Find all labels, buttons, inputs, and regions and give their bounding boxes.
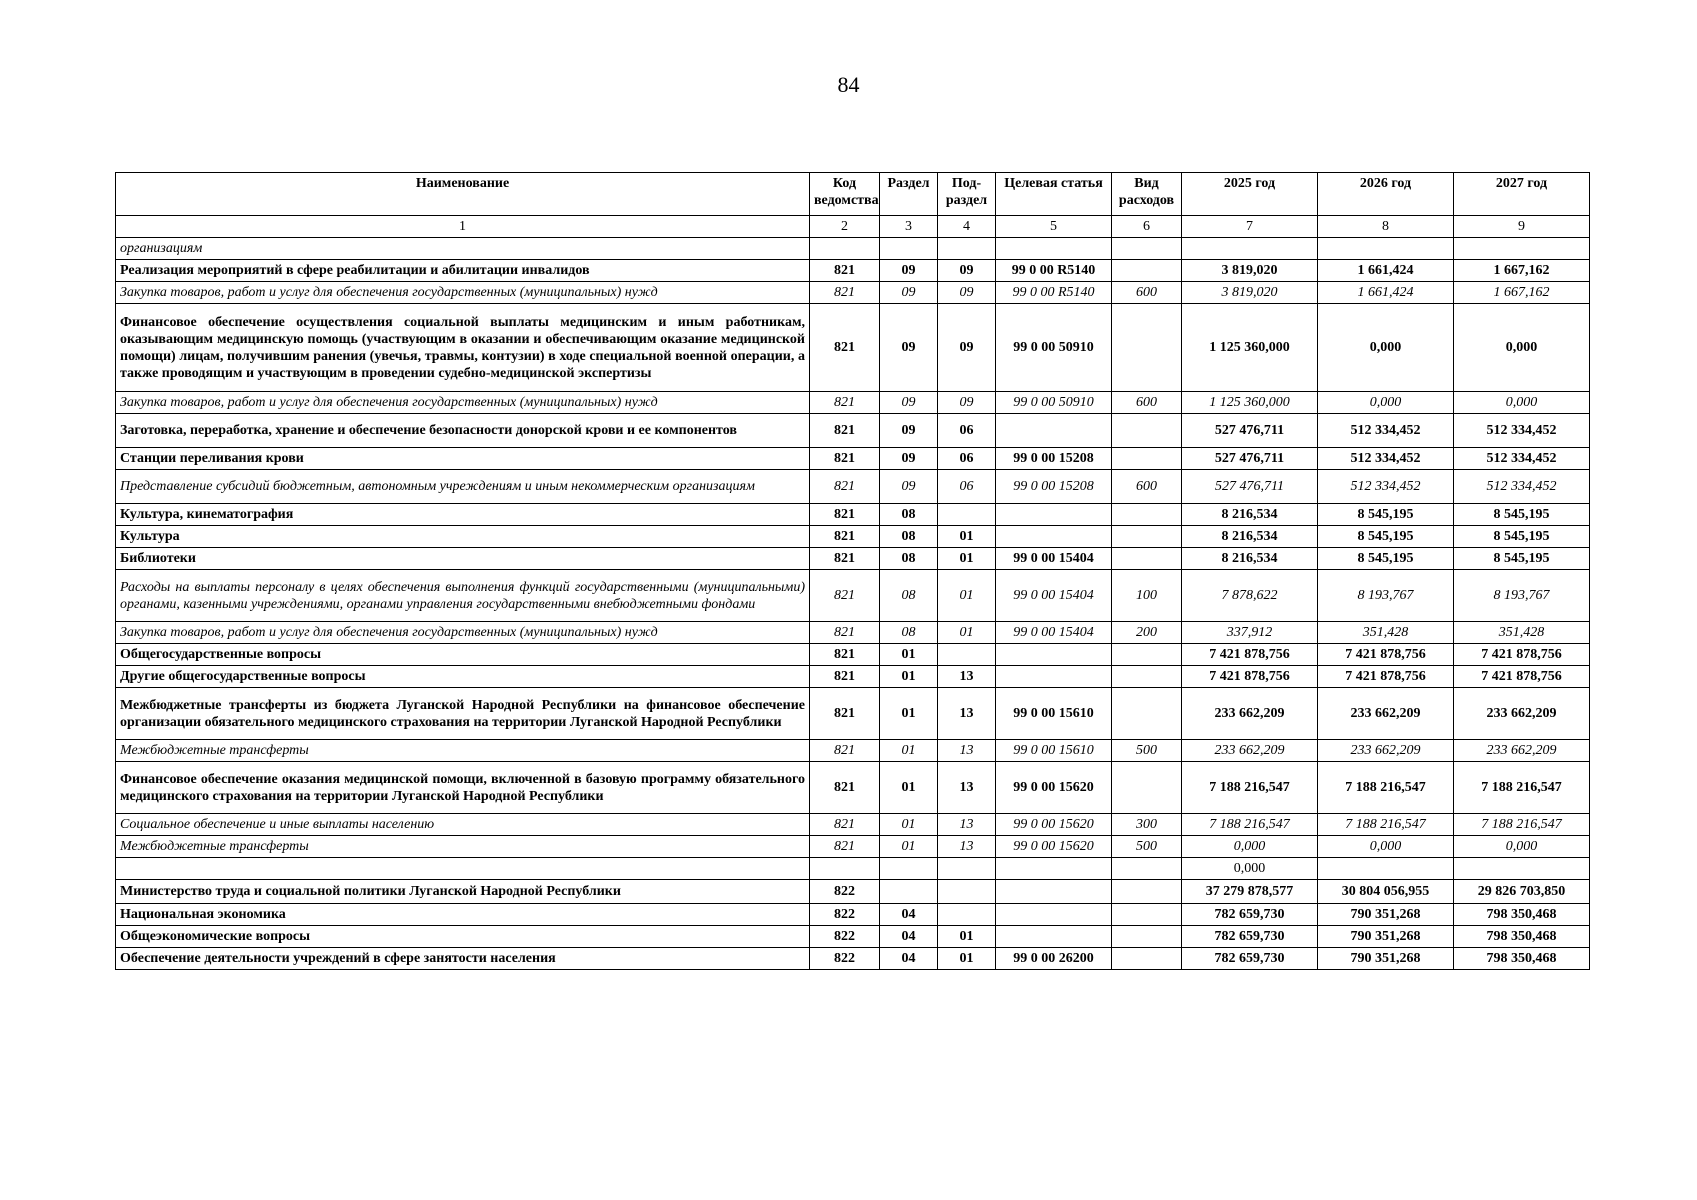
row-code: 821 — [810, 666, 880, 688]
row-code — [810, 238, 880, 260]
row-name: Национальная экономика — [116, 904, 810, 926]
row-name: Культура, кинематография — [116, 504, 810, 526]
row-expense-type: 600 — [1112, 282, 1182, 304]
table-row — [116, 762, 1590, 814]
row-amount-2026: 1 661,424 — [1318, 282, 1454, 304]
row-subsection — [938, 904, 996, 926]
table-row — [116, 414, 1590, 448]
table-row — [116, 926, 1590, 948]
row-section: 01 — [880, 836, 938, 858]
row-subsection: 06 — [938, 414, 996, 448]
row-name: Финансовое обеспечение оказания медицинской помощи, включенной в базовую программу обязательного медицинского страхования на территории Луганской Народной Республики — [116, 762, 810, 814]
header-target: Целевая статья — [996, 173, 1112, 216]
row-subsection — [938, 880, 996, 904]
row-section: 09 — [880, 304, 938, 392]
row-name: организациям — [116, 238, 810, 260]
row-name: Обеспечение деятельности учреждений в сфере занятости населения — [116, 948, 810, 970]
row-expense-type — [1112, 926, 1182, 948]
row-amount-2026: 0,000 — [1318, 304, 1454, 392]
row-amount-2027: 233 662,209 — [1454, 740, 1590, 762]
row-expense-type — [1112, 304, 1182, 392]
row-amount-2026: 7 188 216,547 — [1318, 762, 1454, 814]
column-number: 5 — [996, 216, 1112, 238]
row-amount-2027: 233 662,209 — [1454, 688, 1590, 740]
table-row — [116, 904, 1590, 926]
row-target — [996, 504, 1112, 526]
table-row — [116, 644, 1590, 666]
row-amount-2026: 0,000 — [1318, 836, 1454, 858]
row-amount-2026: 790 351,268 — [1318, 948, 1454, 970]
row-target: 99 0 00 50910 — [996, 304, 1112, 392]
header-name: Наименование — [116, 173, 810, 216]
row-code: 821 — [810, 548, 880, 570]
budget-table — [115, 172, 1590, 970]
row-subsection: 13 — [938, 762, 996, 814]
row-target — [996, 880, 1112, 904]
row-amount-2025: 8 216,534 — [1182, 548, 1318, 570]
column-number: 8 — [1318, 216, 1454, 238]
row-section — [880, 238, 938, 260]
table-row — [116, 858, 1590, 880]
row-subsection: 09 — [938, 392, 996, 414]
row-name: Культура — [116, 526, 810, 548]
row-amount-2026: 8 545,195 — [1318, 548, 1454, 570]
row-amount-2026: 512 334,452 — [1318, 414, 1454, 448]
row-amount-2025: 3 819,020 — [1182, 282, 1318, 304]
row-name: Реализация мероприятий в сфере реабилитации и абилитации инвалидов — [116, 260, 810, 282]
column-number-row — [116, 216, 1590, 238]
row-section: 04 — [880, 948, 938, 970]
row-section: 08 — [880, 570, 938, 622]
table-row — [116, 836, 1590, 858]
row-code: 821 — [810, 414, 880, 448]
table-row — [116, 666, 1590, 688]
row-expense-type: 300 — [1112, 814, 1182, 836]
row-section — [880, 880, 938, 904]
row-amount-2025: 8 216,534 — [1182, 504, 1318, 526]
row-expense-type — [1112, 688, 1182, 740]
row-target — [996, 526, 1112, 548]
row-expense-type — [1112, 762, 1182, 814]
row-section: 09 — [880, 448, 938, 470]
row-expense-type: 600 — [1112, 470, 1182, 504]
row-name: Библиотеки — [116, 548, 810, 570]
row-target: 99 0 00 R5140 — [996, 260, 1112, 282]
row-section: 08 — [880, 526, 938, 548]
row-expense-type: 100 — [1112, 570, 1182, 622]
row-expense-type — [1112, 904, 1182, 926]
row-amount-2025: 1 125 360,000 — [1182, 392, 1318, 414]
table-row — [116, 504, 1590, 526]
row-code: 821 — [810, 688, 880, 740]
row-amount-2027: 351,428 — [1454, 622, 1590, 644]
row-name: Общеэкономические вопросы — [116, 926, 810, 948]
row-target — [996, 926, 1112, 948]
row-section: 01 — [880, 762, 938, 814]
row-expense-type — [1112, 414, 1182, 448]
row-code: 822 — [810, 926, 880, 948]
column-number: 2 — [810, 216, 880, 238]
row-section: 01 — [880, 644, 938, 666]
row-name: Финансовое обеспечение осуществления социальной выплаты медицинским и иным работникам, оказывающим медицинскую помощь (участвующим в оказании и обеспечивающим оказание медицинской помощи) лицам, получившим ранения (увечья, травмы, контузии) в ходе специальной военной операции, а также проводящим и участвующим в проведении судебно-медицинской экспертизы — [116, 304, 810, 392]
row-target: 99 0 00 15208 — [996, 448, 1112, 470]
row-expense-type: 500 — [1112, 740, 1182, 762]
row-section: 01 — [880, 688, 938, 740]
row-amount-2025: 7 878,622 — [1182, 570, 1318, 622]
row-amount-2027: 512 334,452 — [1454, 470, 1590, 504]
table-row — [116, 570, 1590, 622]
row-amount-2025: 233 662,209 — [1182, 740, 1318, 762]
row-amount-2027: 0,000 — [1454, 836, 1590, 858]
page-number: 84 — [837, 72, 860, 97]
row-amount-2026: 233 662,209 — [1318, 740, 1454, 762]
row-subsection: 13 — [938, 740, 996, 762]
table-row — [116, 948, 1590, 970]
row-target: 99 0 00 15208 — [996, 470, 1112, 504]
row-code: 821 — [810, 526, 880, 548]
row-amount-2025 — [1182, 238, 1318, 260]
row-expense-type — [1112, 858, 1182, 880]
row-amount-2026: 8 545,195 — [1318, 504, 1454, 526]
table-row — [116, 880, 1590, 904]
row-amount-2025: 7 188 216,547 — [1182, 814, 1318, 836]
row-amount-2026: 30 804 056,955 — [1318, 880, 1454, 904]
row-target: 99 0 00 15620 — [996, 814, 1112, 836]
row-section: 09 — [880, 414, 938, 448]
row-name: Закупка товаров, работ и услуг для обеспечения государственных (муниципальных) нужд — [116, 622, 810, 644]
row-subsection: 13 — [938, 666, 996, 688]
row-code: 822 — [810, 948, 880, 970]
row-target: 99 0 00 R5140 — [996, 282, 1112, 304]
row-target: 99 0 00 15610 — [996, 740, 1112, 762]
row-expense-type — [1112, 260, 1182, 282]
table-row — [116, 238, 1590, 260]
column-number: 1 — [116, 216, 810, 238]
row-amount-2025: 337,912 — [1182, 622, 1318, 644]
row-section: 01 — [880, 740, 938, 762]
row-name: Другие общегосударственные вопросы — [116, 666, 810, 688]
row-target — [996, 858, 1112, 880]
row-name: Межбюджетные трансферты — [116, 836, 810, 858]
row-amount-2025: 7 421 878,756 — [1182, 644, 1318, 666]
row-target — [996, 414, 1112, 448]
header-2027: 2027 год — [1454, 173, 1590, 216]
row-amount-2026: 512 334,452 — [1318, 470, 1454, 504]
row-expense-type — [1112, 880, 1182, 904]
row-amount-2027: 798 350,468 — [1454, 948, 1590, 970]
row-expense-type — [1112, 504, 1182, 526]
row-code: 821 — [810, 504, 880, 526]
row-amount-2027: 7 188 216,547 — [1454, 762, 1590, 814]
row-section: 09 — [880, 260, 938, 282]
table-row — [116, 470, 1590, 504]
row-amount-2026: 351,428 — [1318, 622, 1454, 644]
row-code: 821 — [810, 836, 880, 858]
row-amount-2026: 512 334,452 — [1318, 448, 1454, 470]
row-amount-2027: 0,000 — [1454, 304, 1590, 392]
table-row — [116, 260, 1590, 282]
budget-table-body — [116, 238, 1590, 970]
row-amount-2025: 1 125 360,000 — [1182, 304, 1318, 392]
row-expense-type — [1112, 948, 1182, 970]
row-target: 99 0 00 15404 — [996, 548, 1112, 570]
header-code: Код ведомства — [810, 173, 880, 216]
row-amount-2025: 8 216,534 — [1182, 526, 1318, 548]
row-amount-2026: 0,000 — [1318, 392, 1454, 414]
header-type: Вид расходов — [1112, 173, 1182, 216]
row-amount-2027: 512 334,452 — [1454, 414, 1590, 448]
row-amount-2027: 1 667,162 — [1454, 282, 1590, 304]
row-amount-2025: 782 659,730 — [1182, 926, 1318, 948]
row-amount-2027: 512 334,452 — [1454, 448, 1590, 470]
row-subsection — [938, 504, 996, 526]
table-row — [116, 392, 1590, 414]
header-section: Раздел — [880, 173, 938, 216]
row-name: Представление субсидий бюджетным, автономным учреждениям и иным некоммерческим организациям — [116, 470, 810, 504]
row-name: Общегосударственные вопросы — [116, 644, 810, 666]
row-amount-2027: 0,000 — [1454, 392, 1590, 414]
row-target: 99 0 00 15404 — [996, 570, 1112, 622]
header-2025: 2025 год — [1182, 173, 1318, 216]
row-amount-2026 — [1318, 238, 1454, 260]
row-amount-2025: 782 659,730 — [1182, 904, 1318, 926]
row-section: 09 — [880, 282, 938, 304]
row-amount-2027 — [1454, 858, 1590, 880]
row-subsection: 01 — [938, 570, 996, 622]
row-section: 04 — [880, 904, 938, 926]
row-section: 04 — [880, 926, 938, 948]
table-row — [116, 688, 1590, 740]
row-code: 821 — [810, 814, 880, 836]
header-subsection: Под-раздел — [938, 173, 996, 216]
row-section: 08 — [880, 622, 938, 644]
row-amount-2026: 7 421 878,756 — [1318, 666, 1454, 688]
row-section: 08 — [880, 504, 938, 526]
row-name — [116, 858, 810, 880]
row-target: 99 0 00 15610 — [996, 688, 1112, 740]
table-row — [116, 622, 1590, 644]
row-expense-type: 500 — [1112, 836, 1182, 858]
row-amount-2026: 8 193,767 — [1318, 570, 1454, 622]
row-amount-2027: 8 545,195 — [1454, 526, 1590, 548]
row-amount-2025: 0,000 — [1182, 858, 1318, 880]
row-amount-2025: 527 476,711 — [1182, 414, 1318, 448]
row-subsection: 01 — [938, 948, 996, 970]
row-amount-2027: 8 545,195 — [1454, 504, 1590, 526]
row-section — [880, 858, 938, 880]
row-amount-2027: 798 350,468 — [1454, 904, 1590, 926]
row-subsection: 01 — [938, 548, 996, 570]
row-subsection: 13 — [938, 814, 996, 836]
row-name: Социальное обеспечение и иные выплаты населению — [116, 814, 810, 836]
row-amount-2026: 8 545,195 — [1318, 526, 1454, 548]
row-code: 821 — [810, 260, 880, 282]
row-name: Межбюджетные трансферты — [116, 740, 810, 762]
row-amount-2026: 1 661,424 — [1318, 260, 1454, 282]
row-name: Министерство труда и социальной политики Луганской Народной Республики — [116, 880, 810, 904]
table-row — [116, 448, 1590, 470]
row-code: 821 — [810, 622, 880, 644]
row-section: 01 — [880, 666, 938, 688]
row-subsection — [938, 644, 996, 666]
row-amount-2025: 233 662,209 — [1182, 688, 1318, 740]
row-target — [996, 666, 1112, 688]
row-amount-2026 — [1318, 858, 1454, 880]
row-amount-2027: 29 826 703,850 — [1454, 880, 1590, 904]
row-subsection: 13 — [938, 688, 996, 740]
row-amount-2027: 7 188 216,547 — [1454, 814, 1590, 836]
row-expense-type — [1112, 666, 1182, 688]
row-subsection: 06 — [938, 470, 996, 504]
row-code: 821 — [810, 570, 880, 622]
row-target — [996, 904, 1112, 926]
table-row — [116, 526, 1590, 548]
row-amount-2025: 7 188 216,547 — [1182, 762, 1318, 814]
row-name: Межбюджетные трансферты из бюджета Луганской Народной Республики на финансовое обеспечение организации обязательного медицинского страхования на территории Луганской Народной Республики — [116, 688, 810, 740]
table-row — [116, 282, 1590, 304]
row-expense-type — [1112, 644, 1182, 666]
table-row — [116, 304, 1590, 392]
row-subsection: 01 — [938, 622, 996, 644]
row-amount-2027: 1 667,162 — [1454, 260, 1590, 282]
row-subsection: 06 — [938, 448, 996, 470]
row-subsection: 13 — [938, 836, 996, 858]
row-expense-type — [1112, 238, 1182, 260]
row-amount-2027: 798 350,468 — [1454, 926, 1590, 948]
table-row — [116, 814, 1590, 836]
row-code: 821 — [810, 448, 880, 470]
row-expense-type: 600 — [1112, 392, 1182, 414]
row-expense-type — [1112, 448, 1182, 470]
row-subsection: 01 — [938, 926, 996, 948]
column-number: 7 — [1182, 216, 1318, 238]
row-target: 99 0 00 50910 — [996, 392, 1112, 414]
row-target — [996, 238, 1112, 260]
row-name: Станции переливания крови — [116, 448, 810, 470]
row-amount-2025: 0,000 — [1182, 836, 1318, 858]
row-code: 821 — [810, 644, 880, 666]
row-amount-2025: 7 421 878,756 — [1182, 666, 1318, 688]
row-amount-2027: 8 193,767 — [1454, 570, 1590, 622]
row-amount-2026: 790 351,268 — [1318, 904, 1454, 926]
row-expense-type — [1112, 548, 1182, 570]
row-target — [996, 644, 1112, 666]
column-number: 9 — [1454, 216, 1590, 238]
row-section: 09 — [880, 392, 938, 414]
row-subsection — [938, 858, 996, 880]
row-target: 99 0 00 15620 — [996, 836, 1112, 858]
row-amount-2027: 7 421 878,756 — [1454, 644, 1590, 666]
row-amount-2025: 527 476,711 — [1182, 448, 1318, 470]
row-code: 821 — [810, 304, 880, 392]
row-amount-2025: 782 659,730 — [1182, 948, 1318, 970]
row-name: Расходы на выплаты персоналу в целях обеспечения выполнения функций государственными (муниципальными) органами, казенными учреждениями, органами управления государственными внебюджетными фондами — [116, 570, 810, 622]
row-subsection: 09 — [938, 304, 996, 392]
row-amount-2026: 790 351,268 — [1318, 926, 1454, 948]
row-name: Закупка товаров, работ и услуг для обеспечения государственных (муниципальных) нужд — [116, 282, 810, 304]
row-name: Заготовка, переработка, хранение и обеспечение безопасности донорской крови и ее компонентов — [116, 414, 810, 448]
row-code: 822 — [810, 880, 880, 904]
row-subsection: 09 — [938, 260, 996, 282]
column-number: 4 — [938, 216, 996, 238]
row-amount-2027: 8 545,195 — [1454, 548, 1590, 570]
row-code: 821 — [810, 740, 880, 762]
column-number: 6 — [1112, 216, 1182, 238]
row-amount-2026: 7 188 216,547 — [1318, 814, 1454, 836]
row-subsection — [938, 238, 996, 260]
row-target: 99 0 00 26200 — [996, 948, 1112, 970]
row-subsection: 09 — [938, 282, 996, 304]
row-amount-2025: 3 819,020 — [1182, 260, 1318, 282]
row-amount-2026: 7 421 878,756 — [1318, 644, 1454, 666]
row-code: 821 — [810, 282, 880, 304]
row-section: 08 — [880, 548, 938, 570]
row-expense-type — [1112, 526, 1182, 548]
table-row — [116, 548, 1590, 570]
row-subsection: 01 — [938, 526, 996, 548]
row-target: 99 0 00 15620 — [996, 762, 1112, 814]
row-amount-2025: 37 279 878,577 — [1182, 880, 1318, 904]
row-amount-2025: 527 476,711 — [1182, 470, 1318, 504]
row-code — [810, 858, 880, 880]
row-expense-type: 200 — [1112, 622, 1182, 644]
row-amount-2027: 7 421 878,756 — [1454, 666, 1590, 688]
header-2026: 2026 год — [1318, 173, 1454, 216]
row-target: 99 0 00 15404 — [996, 622, 1112, 644]
row-amount-2027 — [1454, 238, 1590, 260]
row-code: 821 — [810, 470, 880, 504]
row-code: 821 — [810, 762, 880, 814]
row-name: Закупка товаров, работ и услуг для обеспечения государственных (муниципальных) нужд — [116, 392, 810, 414]
row-section: 09 — [880, 470, 938, 504]
table-row — [116, 740, 1590, 762]
row-section: 01 — [880, 814, 938, 836]
row-amount-2026: 233 662,209 — [1318, 688, 1454, 740]
column-number: 3 — [880, 216, 938, 238]
row-code: 821 — [810, 392, 880, 414]
row-code: 822 — [810, 904, 880, 926]
header-row — [116, 173, 1590, 216]
